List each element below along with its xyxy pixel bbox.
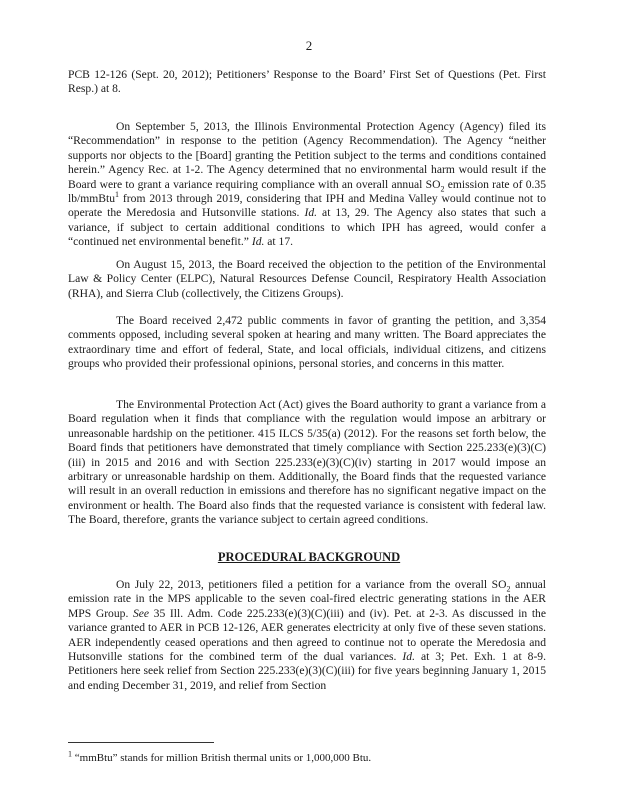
paragraph-public-comments: The Board received 2,472 public comments in favor of granting the petition, and 3,354 comments opposed, including several spoken at hearing and many written. The Board appreciates the extraordinary time and effort of federal, State, and local officials, individual citizens, and citizens groups who provided their professional opinions, personal stories, and concerns in this matter. bbox=[68, 314, 546, 371]
page-number: 2 bbox=[305, 38, 313, 53]
footnote-divider bbox=[68, 742, 214, 743]
paragraph-board-findings: The Environmental Protection Act (Act) gives the Board authority to grant a variance from a Board regulation when it finds that compliance with the regulation would impose an arbitrary or unreasonable hardship on the petitioner. 415 ILCS 5/35(a) (2012). For the reasons set forth below, the Board finds that petitioners have demonstrated that timely compliance with Section 225.233(e)(3)(C)(iii) in 2015 and 2016 and with Section 225.233(e)(3)(C)(iv) starting in 2017 would impose an arbitrary or unreasonable hardship on them. Additionally, the Board finds that the requested variance will result in an overall reduction in emissions and therefore has no significant negative impact on the environment or health. The Board also finds that the requested variance is consistent with federal law. The Board, therefore, grants the variance subject to certain agreed conditions. bbox=[68, 398, 546, 527]
footnote-reference: 1 bbox=[115, 190, 120, 200]
paragraph-procedural-background: On July 22, 2013, petitioners filed a petition for a variance from the overall $SO_2$ annual emission rate in the MPS applicable to the seven coal-fired electric generating stations in the AER MPS Group. See 35 Ill. Adm. Code 225.233(e)(3)(C)(iii) and (iv). Pet. at 2-3. As discussed in the variance granted to AER in PCB 12-126, AER generates electricity at only five of these seven stations. AER independently ceased operations and then agreed to continue not to operate the Meredosia and Hutsonville stations for the combined term of the dual variances. Id. at 3; Pet. Exh. 1 at 8-9. Petitioners here seek relief from Section 225.233(e)(3)(C)(iii) for five years beginning January 1, 2015 and ending December 31, 2019, and relief from Section bbox=[68, 578, 546, 692]
paragraph-objection: On August 15, 2013, the Board received the objection to the petition of the Environmental Law & Policy Center (ELPC), Natural Resources Defense Council, Respiratory Health Association (RHA), and Sierra Club (collectively, the Citizens Groups). bbox=[68, 258, 546, 300]
paragraph-continuation: PCB 12-126 (Sept. 20, 2012); Petitioners’ Response to the Board’ First Set of Questions (Pet. First Resp.) at 8. bbox=[68, 68, 546, 96]
paragraph-agency-recommendation: On September 5, 2013, the Illinois Environmental Protection Agency (Agency) filed its “Recommendation” in response to the petition (Agency Recommendation). The Agency “neither supports nor objects to the [Board] granting the Petition subject to the terms and conditions contained herein.” Agency Rec. at 1-2. The Agency determined that no environmental harm would result if the Board were to grant a variance requiring compliance with an overall annual $SO_2$ emission rate of 0.35 lb/mmBtu$^1$ from 2013 through 2019, considering that IPH and Medina Valley would continue not to operate the Meredosia and Hutsonville stations. Id. at 13, 29. The Agency also states that such a variance, if subject to certain additional conditions to which IPH has agreed, would confer a “continued net environmental benefit.” Id. at 17. bbox=[68, 120, 546, 249]
footnote: $^1$ “mmBtu” stands for million British thermal units or 1,000,000 Btu. bbox=[68, 749, 372, 764]
section-heading: PROCEDURAL BACKGROUND bbox=[217, 550, 401, 564]
